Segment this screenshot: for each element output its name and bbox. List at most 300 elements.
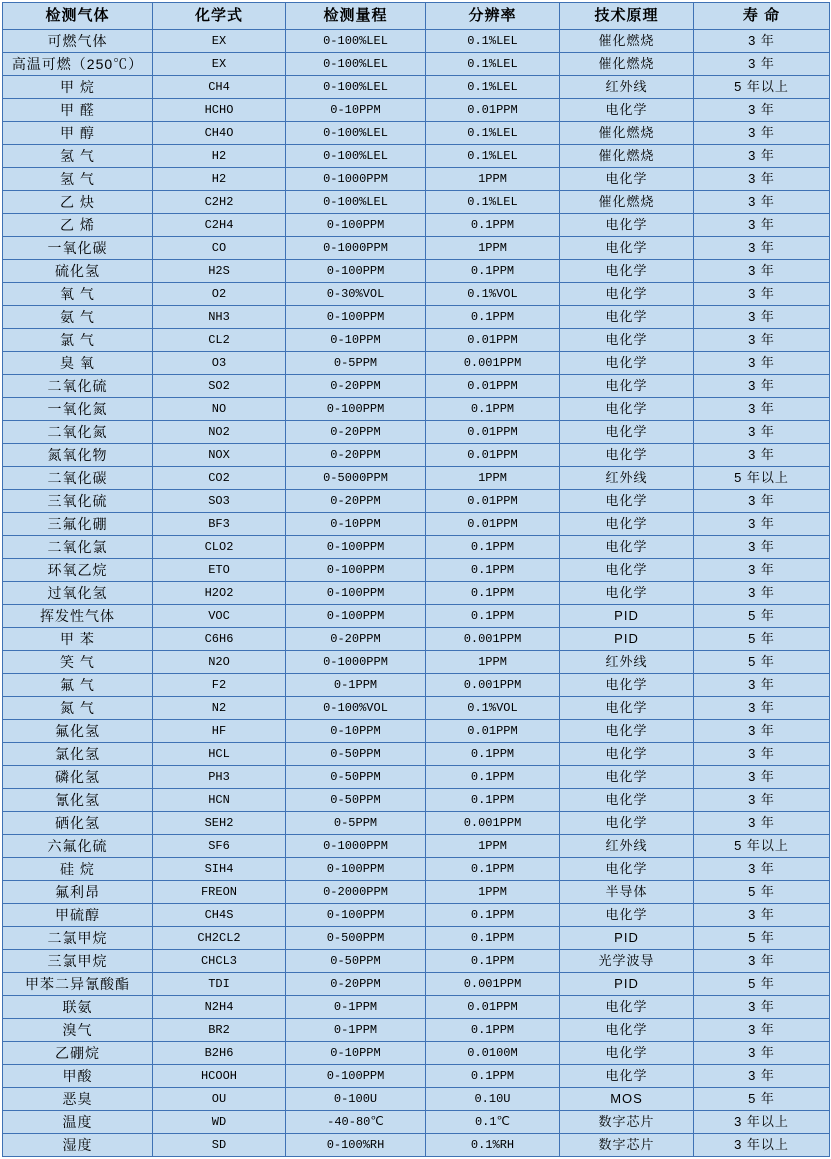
cell-detection-range: 0-1000PPM [286,168,426,191]
cell-resolution: 0.10U [426,1088,560,1111]
cell-technology: 电化学 [560,1019,694,1042]
cell-resolution: 0.1PPM [426,214,560,237]
cell-chemical-formula: CH2CL2 [153,927,286,950]
cell-resolution: 0.1%RH [426,1134,560,1157]
cell-technology: 电化学 [560,1042,694,1065]
cell-resolution: 0.001PPM [426,812,560,835]
table-row [3,720,830,743]
table-row [3,1134,830,1157]
cell-detection-range: 0-50PPM [286,950,426,973]
cell-detection-range: 0-100%LEL [286,30,426,53]
table-row [3,99,830,122]
cell-chemical-formula: NO [153,398,286,421]
cell-technology: 半导体 [560,881,694,904]
cell-lifetime: 5 年以上 [694,835,830,858]
table-row [3,122,830,145]
cell-resolution: 0.1%LEL [426,76,560,99]
cell-detection-range: 0-100%RH [286,1134,426,1157]
cell-chemical-formula: OU [153,1088,286,1111]
cell-resolution: 1PPM [426,651,560,674]
cell-technology: 电化学 [560,99,694,122]
cell-technology: PID [560,605,694,628]
cell-chemical-formula: HCN [153,789,286,812]
cell-technology: 红外线 [560,835,694,858]
cell-detection-range: 0-10PPM [286,720,426,743]
cell-detection-range: 0-100%VOL [286,697,426,720]
cell-resolution: 0.01PPM [426,375,560,398]
cell-chemical-formula: F2 [153,674,286,697]
cell-gas-name: 氮 气 [3,697,153,720]
column-header-technology: 技术原理 [560,3,694,30]
cell-technology: 电化学 [560,996,694,1019]
cell-resolution: 0.01PPM [426,444,560,467]
cell-chemical-formula: SO2 [153,375,286,398]
cell-lifetime: 5 年 [694,605,830,628]
cell-gas-name: 乙 烯 [3,214,153,237]
cell-detection-range: 0-500PPM [286,927,426,950]
cell-resolution: 0.1%VOL [426,697,560,720]
cell-chemical-formula: H2 [153,145,286,168]
table-row [3,697,830,720]
cell-gas-name: 氟化氢 [3,720,153,743]
table-row [3,1019,830,1042]
cell-technology: 光学波导 [560,950,694,973]
table-row [3,398,830,421]
cell-technology: 电化学 [560,306,694,329]
cell-resolution: 0.1℃ [426,1111,560,1134]
cell-chemical-formula: CH4O [153,122,286,145]
cell-lifetime: 3 年 [694,421,830,444]
cell-technology: 电化学 [560,214,694,237]
cell-chemical-formula: CO [153,237,286,260]
table-header-row [3,3,830,30]
cell-gas-name: 氮氧化物 [3,444,153,467]
cell-chemical-formula: O2 [153,283,286,306]
cell-gas-name: 可燃气体 [3,30,153,53]
cell-resolution: 0.001PPM [426,973,560,996]
table-row [3,444,830,467]
cell-technology: 电化学 [560,1065,694,1088]
cell-lifetime: 3 年 [694,99,830,122]
table-row [3,76,830,99]
cell-technology: 电化学 [560,674,694,697]
cell-detection-range: 0-100PPM [286,559,426,582]
table-row [3,191,830,214]
cell-detection-range: 0-20PPM [286,628,426,651]
table-row [3,352,830,375]
cell-lifetime: 3 年 [694,1042,830,1065]
cell-chemical-formula: SD [153,1134,286,1157]
cell-gas-name: 氧 气 [3,283,153,306]
cell-lifetime: 5 年 [694,651,830,674]
cell-gas-name: 二氧化硫 [3,375,153,398]
cell-lifetime: 5 年 [694,1088,830,1111]
table-row [3,375,830,398]
cell-detection-range: 0-10PPM [286,329,426,352]
cell-resolution: 0.1%LEL [426,53,560,76]
cell-chemical-formula: NO2 [153,421,286,444]
cell-detection-range: 0-1PPM [286,996,426,1019]
cell-detection-range: 0-20PPM [286,973,426,996]
cell-gas-name: 三氧化硫 [3,490,153,513]
cell-technology: 电化学 [560,559,694,582]
cell-resolution: 0.1%LEL [426,145,560,168]
cell-resolution: 0.1PPM [426,743,560,766]
table-row [3,973,830,996]
cell-lifetime: 5 年以上 [694,467,830,490]
cell-chemical-formula: NH3 [153,306,286,329]
cell-resolution: 0.1PPM [426,950,560,973]
cell-technology: 电化学 [560,766,694,789]
cell-gas-name: 甲酸 [3,1065,153,1088]
cell-gas-name: 氨 气 [3,306,153,329]
cell-lifetime: 3 年 [694,191,830,214]
cell-detection-range: 0-100PPM [286,904,426,927]
cell-technology: 电化学 [560,490,694,513]
table-row [3,651,830,674]
table-row [3,490,830,513]
cell-resolution: 0.1%LEL [426,30,560,53]
cell-technology: 电化学 [560,789,694,812]
cell-gas-name: 二氧化碳 [3,467,153,490]
cell-technology: 红外线 [560,76,694,99]
cell-detection-range: 0-50PPM [286,789,426,812]
cell-lifetime: 3 年 [694,122,830,145]
cell-chemical-formula: BF3 [153,513,286,536]
cell-chemical-formula: CH4S [153,904,286,927]
table-row [3,950,830,973]
cell-resolution: 0.1PPM [426,1065,560,1088]
gas-detection-table [2,2,830,1157]
cell-lifetime: 3 年 [694,145,830,168]
cell-lifetime: 5 年以上 [694,76,830,99]
cell-chemical-formula: FREON [153,881,286,904]
cell-detection-range: 0-100%LEL [286,191,426,214]
cell-chemical-formula: WD [153,1111,286,1134]
cell-lifetime: 3 年 [694,375,830,398]
cell-chemical-formula: BR2 [153,1019,286,1042]
cell-gas-name: 笑 气 [3,651,153,674]
cell-technology: PID [560,628,694,651]
cell-chemical-formula: ETO [153,559,286,582]
cell-chemical-formula: H2O2 [153,582,286,605]
cell-lifetime: 3 年 [694,789,830,812]
cell-chemical-formula: PH3 [153,766,286,789]
cell-gas-name: 氯化氢 [3,743,153,766]
table-row [3,674,830,697]
cell-resolution: 0.01PPM [426,513,560,536]
cell-gas-name: 乙硼烷 [3,1042,153,1065]
cell-resolution: 0.1PPM [426,306,560,329]
table-row [3,904,830,927]
cell-lifetime: 3 年 [694,720,830,743]
cell-technology: 电化学 [560,582,694,605]
cell-resolution: 0.1PPM [426,858,560,881]
cell-gas-name: 挥发性气体 [3,605,153,628]
table-row [3,582,830,605]
cell-technology: 电化学 [560,237,694,260]
cell-resolution: 0.01PPM [426,720,560,743]
table-row [3,835,830,858]
cell-chemical-formula: N2 [153,697,286,720]
cell-gas-name: 甲硫醇 [3,904,153,927]
cell-gas-name: 氯 气 [3,329,153,352]
cell-detection-range: 0-20PPM [286,490,426,513]
table-header [3,3,830,30]
cell-resolution: 1PPM [426,835,560,858]
cell-technology: 电化学 [560,260,694,283]
cell-resolution: 1PPM [426,237,560,260]
table-row [3,260,830,283]
cell-chemical-formula: SEH2 [153,812,286,835]
cell-detection-range: 0-5PPM [286,352,426,375]
cell-detection-range: 0-100PPM [286,1065,426,1088]
cell-detection-range: 0-100PPM [286,260,426,283]
cell-resolution: 0.01PPM [426,329,560,352]
cell-technology: PID [560,927,694,950]
cell-detection-range: 0-100PPM [286,214,426,237]
cell-technology: 电化学 [560,329,694,352]
cell-chemical-formula: H2 [153,168,286,191]
cell-technology: 电化学 [560,444,694,467]
cell-lifetime: 3 年 [694,674,830,697]
cell-gas-name: 氢 气 [3,168,153,191]
cell-lifetime: 3 年 [694,444,830,467]
table-row [3,996,830,1019]
cell-resolution: 0.001PPM [426,674,560,697]
cell-technology: 数字芯片 [560,1111,694,1134]
cell-resolution: 0.1PPM [426,260,560,283]
cell-chemical-formula: EX [153,53,286,76]
cell-detection-range: 0-100%LEL [286,76,426,99]
cell-resolution: 1PPM [426,467,560,490]
table-row [3,168,830,191]
cell-gas-name: 硅 烷 [3,858,153,881]
cell-lifetime: 3 年 [694,329,830,352]
cell-technology: 电化学 [560,720,694,743]
cell-technology: 电化学 [560,352,694,375]
cell-lifetime: 3 年 [694,30,830,53]
cell-detection-range: 0-1000PPM [286,835,426,858]
cell-detection-range: 0-100%LEL [286,122,426,145]
cell-detection-range: 0-100PPM [286,582,426,605]
cell-chemical-formula: N2H4 [153,996,286,1019]
cell-technology: 电化学 [560,375,694,398]
cell-lifetime: 3 年 [694,1019,830,1042]
cell-gas-name: 甲 烷 [3,76,153,99]
cell-technology: 催化燃烧 [560,30,694,53]
cell-detection-range: 0-50PPM [286,766,426,789]
cell-gas-name: 三氟化硼 [3,513,153,536]
cell-detection-range: 0-100PPM [286,536,426,559]
column-header-gas: 检测气体 [3,3,153,30]
table-row [3,628,830,651]
table-row [3,605,830,628]
cell-lifetime: 3 年 [694,237,830,260]
cell-resolution: 0.1%LEL [426,122,560,145]
cell-chemical-formula: NOX [153,444,286,467]
cell-lifetime: 3 年 [694,168,830,191]
cell-gas-name: 一氧化氮 [3,398,153,421]
cell-lifetime: 3 年 [694,812,830,835]
cell-chemical-formula: N2O [153,651,286,674]
column-header-resolution: 分辨率 [426,3,560,30]
table-row [3,237,830,260]
cell-detection-range: 0-30%VOL [286,283,426,306]
cell-technology: MOS [560,1088,694,1111]
cell-chemical-formula: O3 [153,352,286,375]
cell-lifetime: 3 年 [694,1065,830,1088]
cell-technology: 催化燃烧 [560,122,694,145]
table-row [3,421,830,444]
cell-gas-name: 氢 气 [3,145,153,168]
table-row [3,927,830,950]
cell-gas-name: 联氨 [3,996,153,1019]
cell-resolution: 0.1%VOL [426,283,560,306]
cell-resolution: 0.01PPM [426,996,560,1019]
table-row [3,513,830,536]
cell-detection-range: 0-5PPM [286,812,426,835]
table-row [3,30,830,53]
cell-technology: 电化学 [560,168,694,191]
cell-resolution: 0.01PPM [426,99,560,122]
cell-lifetime: 5 年 [694,628,830,651]
cell-lifetime: 3 年 [694,559,830,582]
column-header-range: 检测量程 [286,3,426,30]
cell-gas-name: 湿度 [3,1134,153,1157]
cell-detection-range: 0-100PPM [286,858,426,881]
table-row [3,214,830,237]
cell-chemical-formula: H2S [153,260,286,283]
cell-technology: 电化学 [560,812,694,835]
cell-lifetime: 3 年 [694,53,830,76]
cell-gas-name: 甲 醇 [3,122,153,145]
cell-lifetime: 3 年 [694,283,830,306]
cell-lifetime: 3 年 [694,996,830,1019]
cell-lifetime: 5 年 [694,881,830,904]
cell-chemical-formula: C2H2 [153,191,286,214]
cell-chemical-formula: HCL [153,743,286,766]
cell-detection-range: 0-100U [286,1088,426,1111]
cell-detection-range: 0-1000PPM [286,651,426,674]
cell-detection-range: 0-100PPM [286,605,426,628]
cell-lifetime: 3 年 [694,490,830,513]
cell-chemical-formula: CHCL3 [153,950,286,973]
cell-lifetime: 3 年 [694,398,830,421]
cell-gas-name: 六氟化硫 [3,835,153,858]
cell-chemical-formula: TDI [153,973,286,996]
cell-gas-name: 恶臭 [3,1088,153,1111]
cell-resolution: 0.1PPM [426,559,560,582]
table-row [3,881,830,904]
cell-detection-range: 0-1000PPM [286,237,426,260]
table-row [3,1088,830,1111]
cell-gas-name: 氟 气 [3,674,153,697]
column-header-lifetime: 寿 命 [694,3,830,30]
cell-detection-range: 0-1PPM [286,674,426,697]
table-row [3,306,830,329]
cell-resolution: 0.1PPM [426,605,560,628]
cell-detection-range: 0-10PPM [286,513,426,536]
table-row [3,1111,830,1134]
cell-chemical-formula: CO2 [153,467,286,490]
cell-technology: 电化学 [560,697,694,720]
cell-resolution: 0.1PPM [426,904,560,927]
cell-chemical-formula: CH4 [153,76,286,99]
cell-lifetime: 3 年以上 [694,1134,830,1157]
cell-lifetime: 5 年 [694,973,830,996]
cell-detection-range: 0-100PPM [286,398,426,421]
cell-gas-name: 溴气 [3,1019,153,1042]
cell-detection-range: -40-80℃ [286,1111,426,1134]
cell-chemical-formula: C6H6 [153,628,286,651]
cell-chemical-formula: SF6 [153,835,286,858]
cell-technology: 红外线 [560,467,694,490]
table-body [3,30,830,1157]
table-row [3,858,830,881]
cell-gas-name: 二氧化氮 [3,421,153,444]
cell-resolution: 0.01PPM [426,490,560,513]
cell-lifetime: 3 年 [694,513,830,536]
cell-resolution: 0.001PPM [426,628,560,651]
cell-lifetime: 3 年 [694,950,830,973]
table-row [3,743,830,766]
cell-resolution: 0.1PPM [426,582,560,605]
cell-technology: PID [560,973,694,996]
cell-gas-name: 臭 氧 [3,352,153,375]
cell-technology: 电化学 [560,743,694,766]
cell-technology: 电化学 [560,398,694,421]
cell-chemical-formula: HF [153,720,286,743]
cell-gas-name: 甲 醛 [3,99,153,122]
cell-technology: 电化学 [560,904,694,927]
cell-lifetime: 3 年 [694,743,830,766]
cell-lifetime: 3 年 [694,306,830,329]
cell-gas-name: 氟利昂 [3,881,153,904]
cell-lifetime: 3 年 [694,904,830,927]
cell-technology: 数字芯片 [560,1134,694,1157]
cell-gas-name: 一氧化碳 [3,237,153,260]
table-row [3,766,830,789]
cell-chemical-formula: B2H6 [153,1042,286,1065]
cell-detection-range: 0-20PPM [286,375,426,398]
cell-technology: 催化燃烧 [560,145,694,168]
cell-technology: 电化学 [560,858,694,881]
cell-lifetime: 3 年 [694,352,830,375]
cell-gas-name: 硒化氢 [3,812,153,835]
cell-chemical-formula: CL2 [153,329,286,352]
table-row [3,812,830,835]
cell-gas-name: 磷化氢 [3,766,153,789]
cell-detection-range: 0-10PPM [286,1042,426,1065]
table-row [3,283,830,306]
cell-chemical-formula: SO3 [153,490,286,513]
cell-lifetime: 3 年 [694,214,830,237]
cell-technology: 电化学 [560,283,694,306]
table-row [3,53,830,76]
cell-gas-name: 温度 [3,1111,153,1134]
cell-chemical-formula: EX [153,30,286,53]
cell-detection-range: 0-1PPM [286,1019,426,1042]
cell-chemical-formula: HCOOH [153,1065,286,1088]
cell-detection-range: 0-100%LEL [286,53,426,76]
cell-resolution: 0.1PPM [426,1019,560,1042]
table-row [3,1065,830,1088]
table-row [3,467,830,490]
cell-detection-range: 0-100%LEL [286,145,426,168]
cell-gas-name: 甲苯二异氰酸酯 [3,973,153,996]
cell-technology: 电化学 [560,513,694,536]
